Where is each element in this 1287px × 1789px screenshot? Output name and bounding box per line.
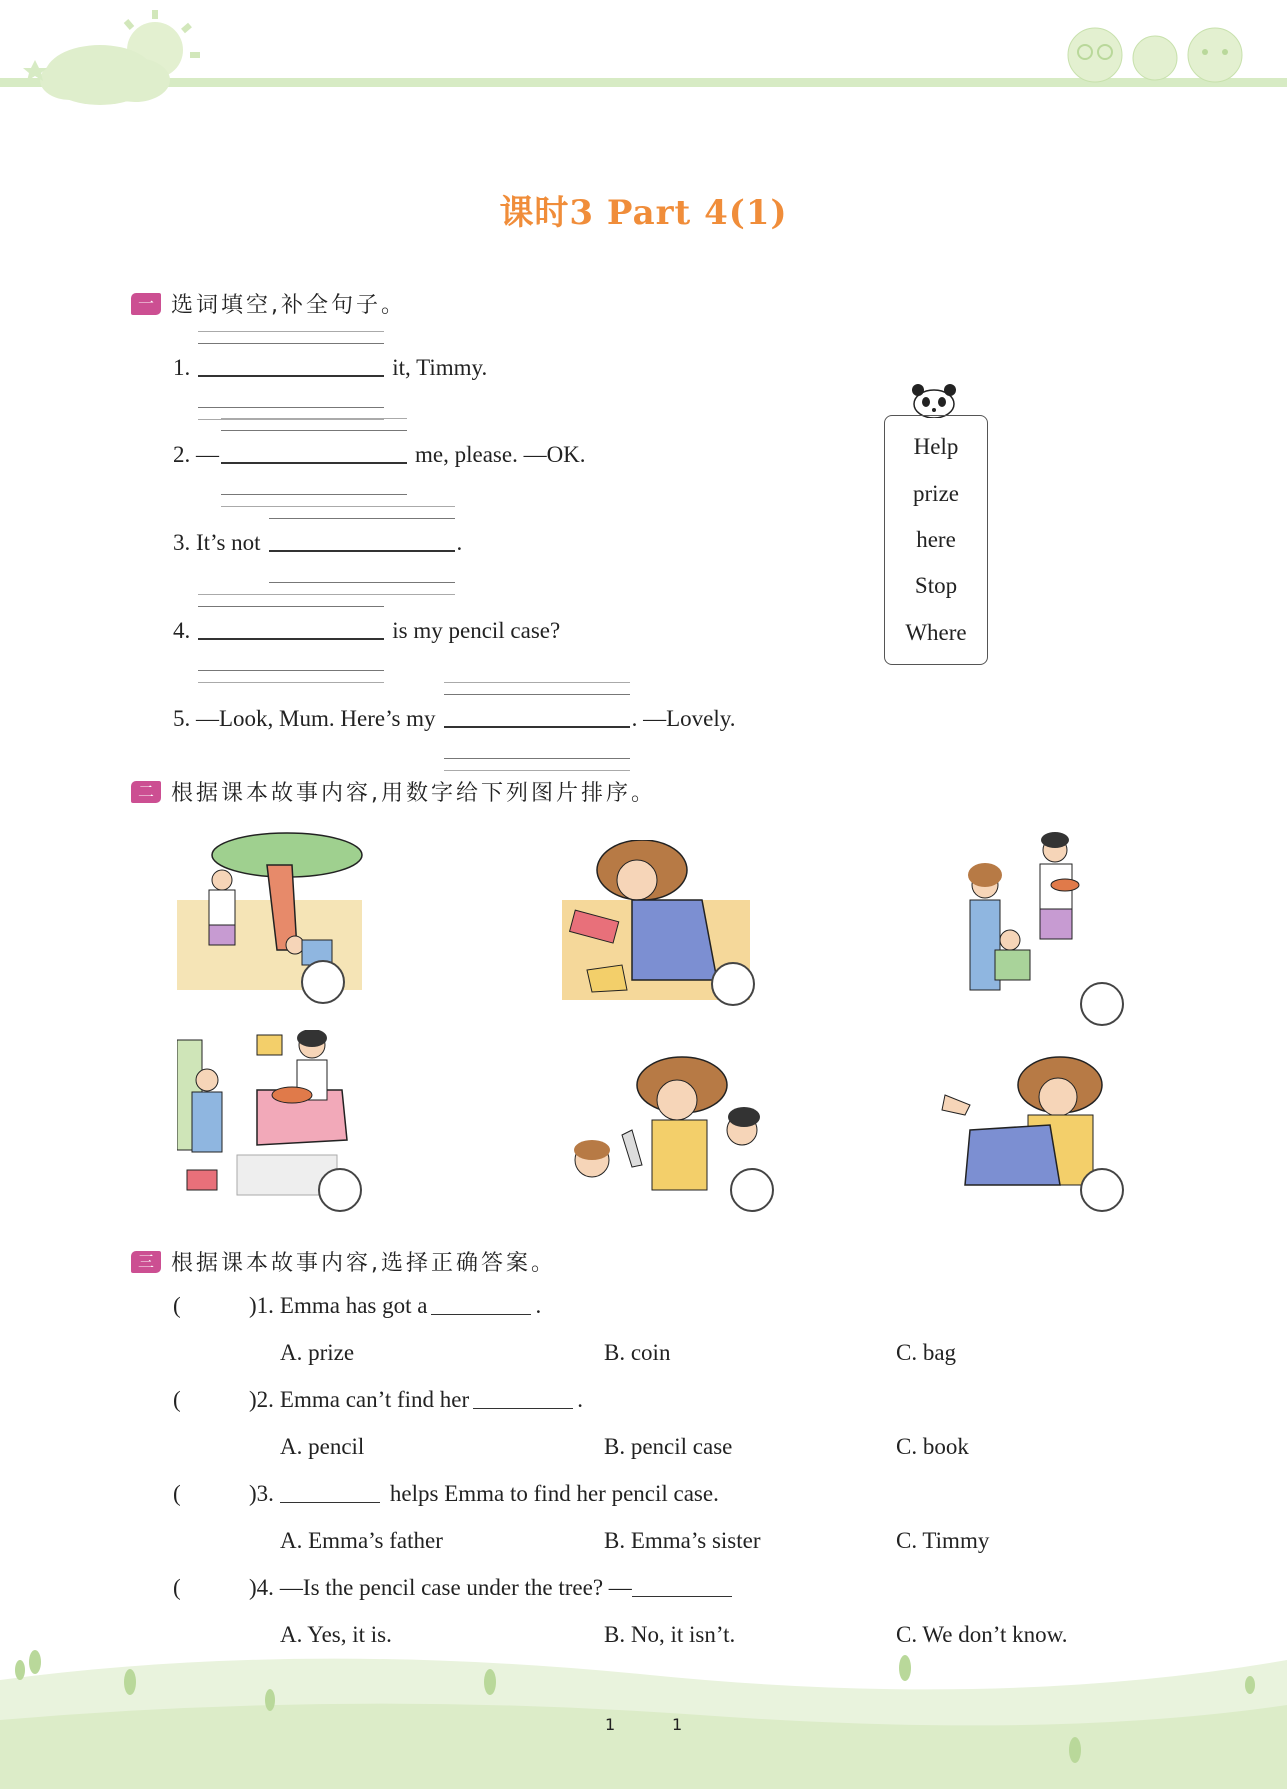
section-2-heading xyxy=(131,776,656,807)
option-row xyxy=(280,1340,956,1366)
section-3-heading xyxy=(131,1246,556,1277)
page-title: 课时3 Part 4(1) xyxy=(499,193,788,233)
sentence-number: 5. —Look, Mum. Here’s my xyxy=(173,706,436,731)
section-1-heading xyxy=(131,288,406,319)
story-picture xyxy=(940,830,1095,1020)
question-text: helps Emma to find her pencil case. xyxy=(389,1481,719,1506)
section-badge: 二 xyxy=(131,781,161,803)
panda-icon xyxy=(908,380,960,418)
option[interactable]: B. Emma’s sister xyxy=(604,1528,761,1553)
order-circle[interactable] xyxy=(301,960,345,1004)
section-title: 根据课本故事内容,选择正确答案。 xyxy=(171,1251,556,1276)
option-row xyxy=(280,1434,969,1460)
question-number: )3. xyxy=(249,1481,274,1506)
word-option: Where xyxy=(905,619,967,645)
section-title: 根据课本故事内容,用数字给下列图片排序。 xyxy=(171,781,656,806)
option-row xyxy=(280,1622,1068,1648)
section-title: 选词填空,补全句子。 xyxy=(171,293,406,318)
order-circle[interactable] xyxy=(711,962,755,1006)
option[interactable]: B. No, it isn’t. xyxy=(604,1622,736,1647)
order-circle[interactable] xyxy=(1080,982,1124,1026)
answer-paren[interactable]: ( xyxy=(173,1481,181,1506)
question-2 xyxy=(173,1387,583,1413)
page-number: 1 xyxy=(672,1715,683,1734)
answer-blank xyxy=(632,1595,732,1597)
option[interactable]: A. prize xyxy=(280,1340,355,1365)
question-text: . xyxy=(535,1293,542,1318)
answer-blank xyxy=(473,1407,573,1409)
sentence-text: is my pencil case? xyxy=(392,618,561,643)
option[interactable]: C. bag xyxy=(896,1340,957,1365)
answer-blank xyxy=(280,1501,380,1503)
answer-paren[interactable]: ( xyxy=(173,1387,181,1412)
option[interactable]: B. coin xyxy=(604,1340,671,1365)
word-option: Stop xyxy=(914,573,958,599)
word-option: here xyxy=(916,526,956,552)
sentence-text: . —Lovely. xyxy=(631,706,736,731)
answer-blank[interactable] xyxy=(198,375,384,377)
sentence-number: 1. xyxy=(173,355,191,380)
word-option: prize xyxy=(913,480,959,506)
question-4 xyxy=(173,1575,736,1601)
sentence-text: . xyxy=(456,530,463,555)
option[interactable]: C. We don’t know. xyxy=(896,1622,1068,1647)
sentence-1 xyxy=(173,355,487,381)
option[interactable]: A. Yes, it is. xyxy=(280,1622,392,1647)
option-row xyxy=(280,1528,989,1554)
question-number: )1. xyxy=(249,1293,274,1318)
sentence-text: it, Timmy. xyxy=(392,355,488,380)
answer-blank[interactable] xyxy=(269,550,455,552)
animal-faces-icon xyxy=(1055,20,1255,85)
order-circle[interactable] xyxy=(318,1168,362,1212)
question-text: . xyxy=(577,1387,583,1412)
page-number: 1 xyxy=(605,1715,616,1734)
answer-blank[interactable] xyxy=(444,726,630,728)
sentence-3 xyxy=(173,530,462,556)
answer-blank[interactable] xyxy=(198,638,384,640)
word-bank xyxy=(884,415,988,665)
order-circle[interactable] xyxy=(730,1168,774,1212)
sentence-number: 2. — xyxy=(173,442,219,467)
answer-paren[interactable]: ( xyxy=(173,1575,181,1600)
sentence-number: 4. xyxy=(173,618,191,643)
answer-blank xyxy=(431,1313,531,1315)
option[interactable]: C. Timmy xyxy=(896,1528,990,1553)
option[interactable]: C. book xyxy=(896,1434,969,1459)
question-1 xyxy=(173,1293,541,1319)
option[interactable]: A. pencil xyxy=(280,1434,365,1459)
question-number: )2. xyxy=(249,1387,274,1412)
story-picture xyxy=(562,1055,762,1195)
question-number: )4. xyxy=(249,1575,274,1600)
cloud-sun-icon xyxy=(20,5,210,115)
sentence-text: me, please. —OK. xyxy=(415,442,586,467)
order-circle[interactable] xyxy=(1080,1168,1124,1212)
sentence-4 xyxy=(173,618,560,644)
answer-blank[interactable] xyxy=(221,462,407,464)
section-badge: 一 xyxy=(131,293,161,315)
answer-paren[interactable]: ( xyxy=(173,1293,181,1318)
sentence-2 xyxy=(173,442,586,468)
question-text: Emma has got a xyxy=(279,1293,428,1318)
option[interactable]: A. Emma’s father xyxy=(280,1528,443,1553)
option[interactable]: B. pencil case xyxy=(604,1434,733,1459)
question-text: Emma can’t find her xyxy=(279,1387,470,1412)
word-option: Help xyxy=(913,434,959,460)
sentence-number: 3. It’s not xyxy=(173,530,261,555)
question-3 xyxy=(173,1481,719,1507)
sentence-5 xyxy=(173,706,735,732)
section-badge: 三 xyxy=(131,1251,161,1273)
question-text: —Is the pencil case under the tree? — xyxy=(279,1575,632,1600)
